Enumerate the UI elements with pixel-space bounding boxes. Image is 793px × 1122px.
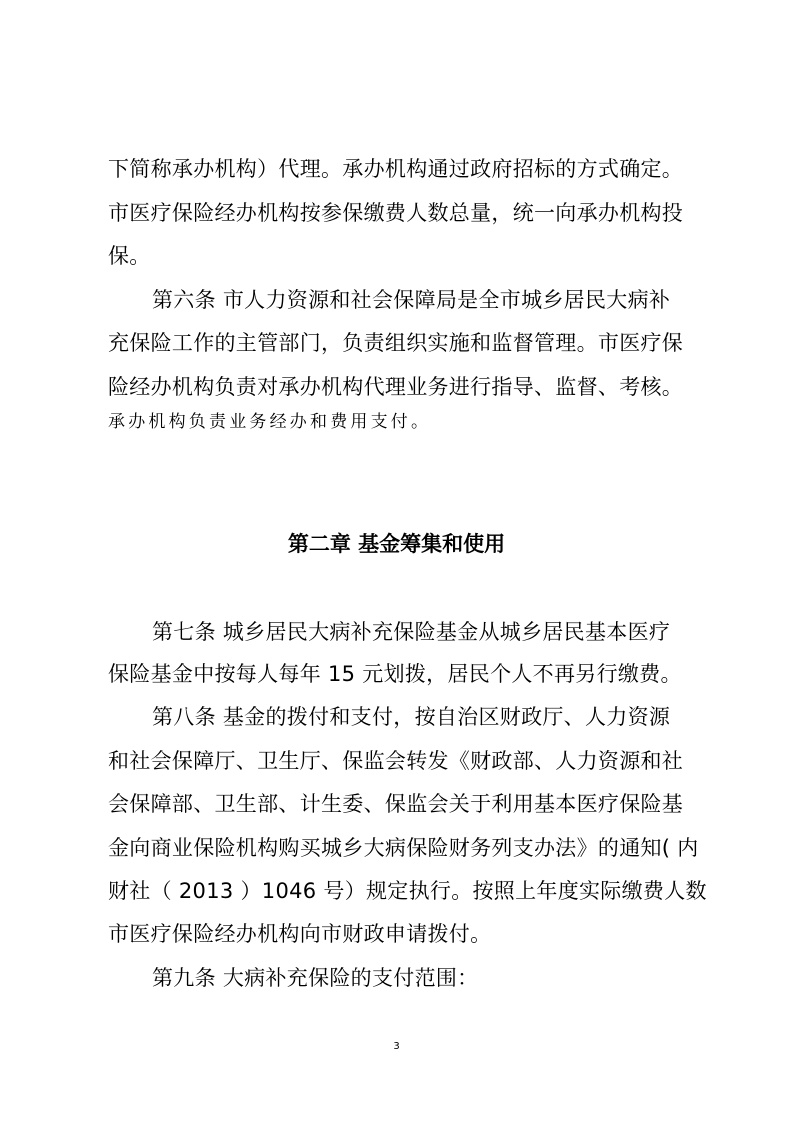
paragraph-line: 充保险工作的主管部门，负责组织实施和监督管理。市医疗保 [108, 331, 684, 355]
paragraph-line: 下简称承办机构）代理。承办机构通过政府招标的方式确定。 [108, 157, 684, 181]
paragraph-line: 和社会保障厅、卫生厅、保监会转发《财政部、人力资源和社 [108, 749, 684, 773]
paragraph-line: 险经办机构负责对承办机构代理业务进行指导、监督、考核。 [108, 375, 684, 399]
paragraph-line: 保险基金中按每人每年 15 元划拨，居民个人不再另行缴费。 [108, 662, 682, 686]
page-number: 3 [393, 1041, 400, 1052]
article-9-line: 第九条 大病补充保险的支付范围： [152, 966, 479, 990]
paragraph-line: 承办机构负责业务经办和费用支付。 [108, 412, 432, 432]
paragraph-line: 市医疗保险经办机构按参保缴费人数总量，统一向承办机构投 [108, 201, 684, 225]
chapter-heading: 第二章 基金筹集和使用 [287, 532, 506, 556]
paragraph-line: 市医疗保险经办机构向市财政申请拨付。 [108, 922, 492, 946]
article-8-line: 第八条 基金的拨付和支付，按自治区财政厅、人力资源 [152, 705, 671, 729]
paragraph-line: 保。 [108, 244, 151, 268]
paragraph-line: 会保障部、卫生部、计生委、保监会关于利用基本医疗保险基 [108, 792, 684, 816]
article-6-line: 第六条 市人力资源和社会保障局是全市城乡居民大病补 [152, 288, 671, 312]
paragraph-line: 金向商业保险机构购买城乡大病保险财务列支办法》的通知( 内 [108, 836, 699, 860]
article-7-line: 第七条 城乡居民大病补充保险基金从城乡居民基本医疗 [152, 620, 671, 644]
paragraph-line: 财社（ 2013 ）1046 号）规定执行。按照上年度实际缴费人数 [108, 879, 707, 903]
